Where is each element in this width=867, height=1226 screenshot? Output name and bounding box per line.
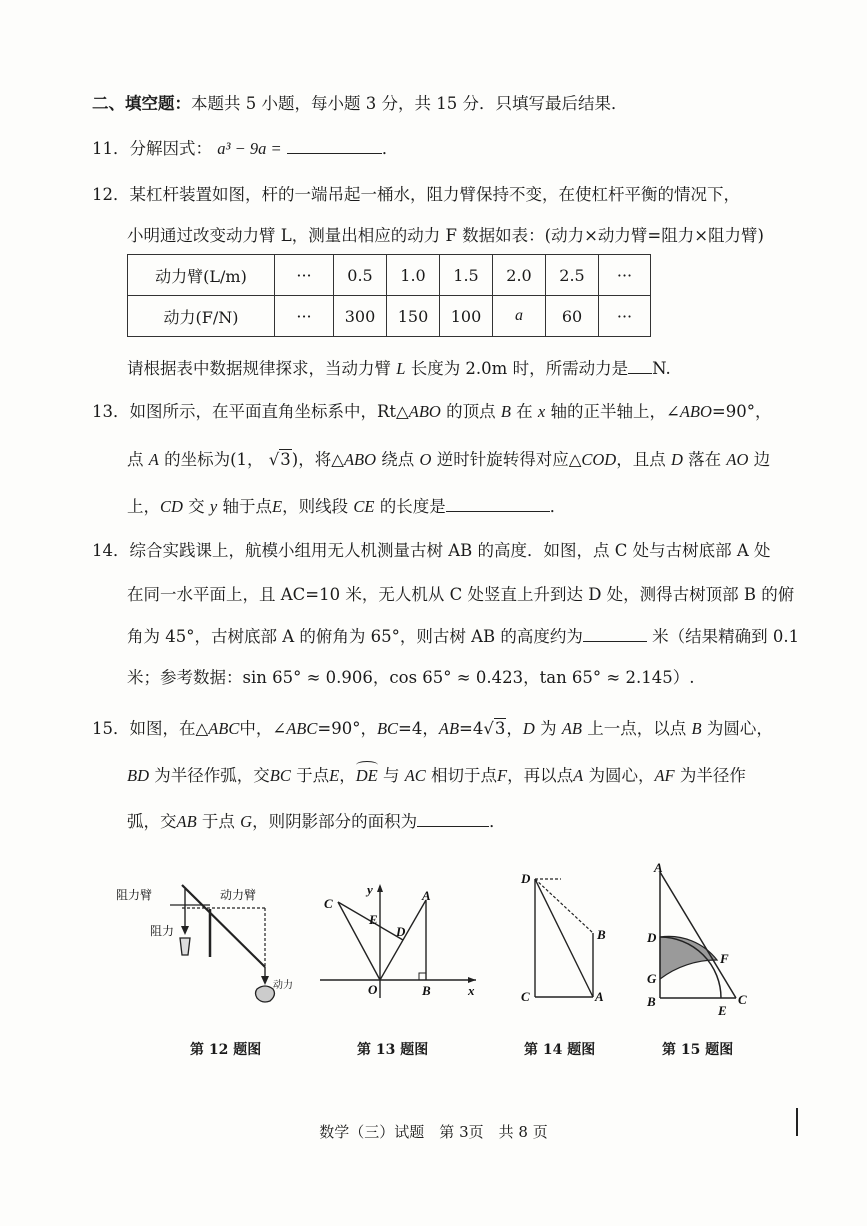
question-11 [92, 137, 398, 160]
hand-icon [256, 986, 275, 1002]
q12-answer-blank [628, 357, 652, 374]
q12-line3c: 长度为 2.0m 时，所需动力是 [410, 359, 629, 378]
shaded-region [660, 936, 717, 979]
question-14-line-1 [92, 540, 771, 562]
table-cell: 0.5 [334, 255, 387, 296]
q13-text: 轴于点 [222, 497, 272, 516]
section-heading [92, 93, 627, 115]
question-13-line-2 [127, 449, 770, 471]
q15-var: BC [376, 719, 399, 738]
sqrt-radicand: 3 [280, 450, 291, 469]
q13-text: 点 [127, 450, 144, 469]
label-B: B [647, 994, 656, 1009]
table-cell: 60 [546, 296, 599, 337]
label-A: A [654, 860, 663, 875]
q13-var: AO [726, 450, 749, 469]
q11-number: 11． [92, 139, 130, 158]
label-B: B [597, 927, 606, 942]
label-D: D [396, 924, 406, 939]
sqrt-symbol: √3 [268, 450, 291, 469]
q13-end: ． [549, 497, 567, 516]
q14-line3b: 米（结果精确到 0.1 [652, 627, 800, 646]
q13-text: =90°， [711, 402, 772, 421]
q15-text: =4， [398, 719, 439, 738]
q15-text: 上一点，以点 [587, 719, 687, 738]
q15-text: 与 [382, 766, 400, 785]
table-cell: a [493, 296, 546, 337]
q13-text: 逆时针旋转得对应△ [436, 450, 582, 469]
table-cell: 300 [334, 296, 387, 337]
label-C: C [324, 896, 333, 911]
q15-end: ． [489, 812, 506, 831]
q15-text: 相切于点 [431, 766, 498, 785]
q12-line3a: 请根据表中数据规律探求，当动力臂 [127, 359, 391, 378]
q13-text: 边 [753, 450, 771, 469]
q13-text: 上， [127, 497, 160, 516]
table-row [128, 296, 651, 337]
q13-number: 13． [92, 402, 130, 421]
q12-line3d: N. [652, 359, 671, 378]
q12-var-L: L [396, 359, 406, 378]
label-G: G [647, 971, 657, 986]
table-cell-label: 动力臂(L/m) [128, 255, 275, 296]
q13-var: CE [353, 497, 375, 516]
resist-arrow-head [181, 926, 189, 935]
section-heading-title: 二、填空题： [92, 94, 191, 113]
section-heading-desc: 本题共 5 小题，每小题 3 分，共 15 分．只填写最后结果． [191, 94, 628, 113]
q14-line2: 在同一水平面上，且 AC=10 米，无人机从 C 处竖直上升到达 D 处，测得古树顶部 B 的俯 [127, 585, 795, 604]
label-y: y [367, 882, 373, 897]
table-cell: ··· [599, 255, 651, 296]
q14-number: 14． [92, 541, 130, 560]
q15-text: 为半径作弧，交 [154, 766, 270, 785]
question-15-line-2 [127, 765, 746, 787]
table-cell: ··· [275, 255, 334, 296]
q15-var: G [240, 812, 253, 831]
label-power-arm: 动力臂 [220, 888, 257, 902]
table-row [128, 255, 651, 296]
q12-number: 12． [92, 185, 130, 204]
q15-var: D [522, 719, 535, 738]
q13-var: x [537, 402, 546, 421]
q13-var: CD [160, 497, 183, 516]
figure-15-caption: 第 15 题图 [662, 1042, 734, 1058]
q13-var: y [209, 497, 218, 516]
figure-12-caption: 第 12 题图 [190, 1042, 262, 1058]
segment-DA [535, 879, 593, 997]
label-E: E [369, 912, 378, 927]
question-12-line-2 [127, 225, 764, 247]
q15-var: AB [176, 812, 197, 831]
q13-var: ABO [408, 402, 441, 421]
q15-text: 中，∠ [239, 719, 287, 738]
q15-var: B [691, 719, 702, 738]
q14-answer-blank [583, 625, 647, 642]
sqrt-radicand: 3 [494, 719, 506, 738]
q15-text: 如图，在△ [129, 719, 209, 738]
q11-text: 分解因式： [129, 139, 212, 158]
table-cell: ··· [599, 296, 651, 337]
label-C: C [521, 989, 530, 1004]
table-cell: 100 [440, 296, 493, 337]
question-14-line-2 [127, 584, 794, 606]
q15-var: ABC [208, 719, 240, 738]
q12-line1: 某杠杆装置如图，杆的一端吊起一桶水，阻力臂保持不变，在使杠杆平衡的情况下， [129, 185, 740, 204]
q13-text: 如图所示，在平面直角坐标系中，Rt△ [129, 402, 409, 421]
label-B: B [422, 983, 431, 998]
q13-var: ABO [343, 450, 377, 469]
q15-var: AB [438, 719, 460, 738]
right-angle-mark [419, 973, 426, 980]
q13-var: A [148, 450, 159, 469]
q11-answer-blank [287, 137, 382, 154]
q15-text: 为 [540, 719, 557, 738]
q15-var: F [497, 766, 508, 785]
question-14-line-4 [127, 667, 694, 689]
q15-var: AC [404, 766, 426, 785]
q15-var: BC [269, 766, 291, 785]
q13-var: B [500, 402, 511, 421]
arc-DE [356, 766, 378, 785]
q13-text: 绕点 [381, 450, 415, 469]
q15-text: 为半径作 [679, 766, 746, 785]
q13-text: ，则线段 [282, 497, 349, 516]
q14-line1: 综合实践课上，航模小组用无人机测量古树 AB 的高度．如图，点 C 处与古树底部 A 处 [129, 541, 771, 560]
q14-line4: 米；参考数据：sin 65° ≈ 0.906，cos 65° ≈ 0.423，tan 65° ≈ 2.145）. [127, 668, 695, 687]
q15-text: ，则阴影部分的面积为 [252, 812, 418, 831]
y-axis-arrow [377, 884, 383, 892]
segment-AC [660, 872, 736, 998]
q11-expression: a³ − 9a = [217, 139, 282, 158]
page-footer: 数学（三）试题 第 3页 共 8 页 [319, 1123, 548, 1141]
q13-var: E [272, 497, 283, 516]
q15-text: 于点 [296, 766, 330, 785]
table-cell-label: 动力(F/N) [128, 296, 275, 337]
q11-end: ． [381, 139, 399, 158]
label-resist: 阻力 [150, 924, 175, 938]
q15-text: 为圆心， [588, 766, 655, 785]
q15-var: E [329, 766, 340, 785]
label-C: C [738, 992, 747, 1007]
q15-text: ， [339, 766, 356, 785]
q13-text: 的长度是 [379, 497, 446, 516]
label-E: E [718, 1003, 727, 1018]
figure-12-lever [110, 875, 310, 1025]
q13-text: 交 [188, 497, 205, 516]
q13-text: ，且点 [616, 450, 666, 469]
table-cell: 1.5 [440, 255, 493, 296]
q15-var: AF [654, 766, 675, 785]
q13-text: 轴的正半轴上，∠ [550, 402, 680, 421]
figure-13-caption: 第 13 题图 [357, 1042, 429, 1058]
table-cell: 2.0 [493, 255, 546, 296]
label-D: D [521, 871, 531, 886]
q13-text: )，将△ [291, 450, 344, 469]
question-15-line-1 [92, 718, 773, 740]
figure-14-caption: 第 14 题图 [524, 1042, 596, 1058]
q15-text: 为圆心， [706, 719, 773, 738]
table-cell: 2.5 [546, 255, 599, 296]
figure-13-coordinate [318, 878, 488, 1003]
q14-line3a: 角为 45°，古树底部 A 的俯角为 65°，则古树 AB 的高度约为 [127, 627, 583, 646]
q13-text: 落在 [688, 450, 722, 469]
q15-var: BD [127, 766, 149, 785]
q13-answer-blank [446, 495, 550, 512]
q15-var: A [573, 766, 584, 785]
q15-var: ABC [286, 719, 318, 738]
q15-text: 于点 [201, 812, 235, 831]
question-13-line-3 [127, 495, 566, 518]
question-15-line-3 [127, 810, 506, 833]
label-O: O [368, 982, 378, 997]
q13-var: ABO [679, 402, 712, 421]
label-A: A [595, 989, 604, 1004]
label-F: F [720, 951, 729, 966]
table-cell: 1.0 [387, 255, 440, 296]
figure-15-triangle [640, 858, 760, 1023]
q15-text: 弧，交 [127, 812, 177, 831]
q13-var: D [670, 450, 683, 469]
question-14-line-3 [127, 625, 799, 648]
q15-text: ， [506, 719, 523, 738]
question-12-line-1 [92, 184, 740, 206]
q12-data-table [127, 254, 651, 337]
q13-var: COD [581, 450, 617, 469]
q13-var: O [419, 450, 432, 469]
q15-text: ，再以点 [507, 766, 574, 785]
label-A: A [422, 888, 431, 903]
q15-number: 15． [92, 719, 130, 738]
q13-text: 的坐标为(1， [164, 450, 264, 469]
bucket-icon [180, 938, 190, 955]
question-12-line-3 [127, 357, 671, 380]
q13-text: 的顶点 [446, 402, 496, 421]
table-cell: 150 [387, 296, 440, 337]
q13-text: 在 [516, 402, 533, 421]
arc-mark [356, 761, 378, 769]
figure-14-drone [515, 865, 615, 1010]
segment-DB-dashed [535, 879, 593, 933]
power-arrow-head [261, 976, 269, 985]
label-x: x [468, 983, 475, 998]
arc-label: DE [355, 766, 378, 785]
q15-text: =90°， [317, 719, 377, 738]
table-cell: ··· [275, 296, 334, 337]
sqrt-symbol: √3 [483, 719, 506, 738]
q15-answer-blank [417, 810, 489, 827]
question-13-line-1 [92, 401, 771, 423]
label-power: 动力 [273, 980, 293, 991]
q12-line2: 小明通过改变动力臂 L，测量出相应的动力 F 数据如表：(动力×动力臂=阻力×阻力臂) [127, 226, 764, 245]
q15-text: =4 [459, 719, 484, 738]
label-D: D [647, 930, 657, 945]
label-resist-arm: 阻力臂 [116, 888, 153, 902]
q15-var: AB [561, 719, 582, 738]
